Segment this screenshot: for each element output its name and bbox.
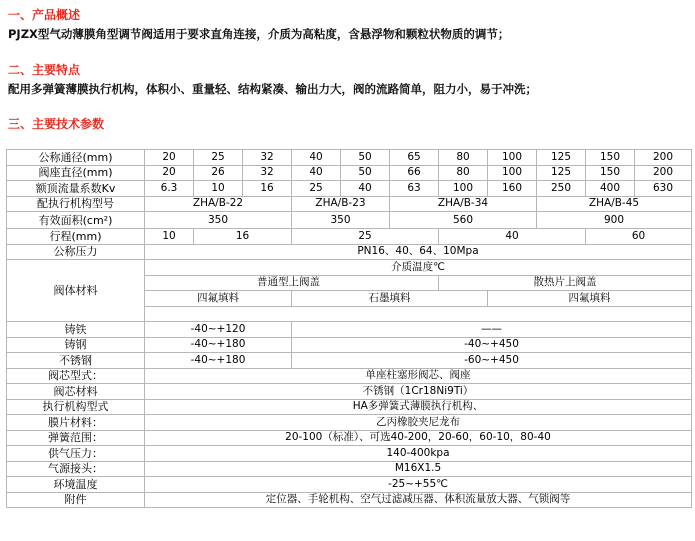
cell: 100: [488, 165, 537, 181]
cell: 200: [635, 150, 692, 166]
features-text: 配用多弹簧薄膜执行机构，体积小、重量轻、结构紧凑、输出力大，阀的流路简单，阻力小，易于冲洗；: [8, 82, 537, 96]
row-kv: [7, 181, 692, 197]
cell: PN16、40、64、10Mpa: [145, 244, 692, 260]
label-nominal-pressure: 公称压力: [7, 244, 145, 260]
cell: 150: [586, 165, 635, 181]
cell: ZHA/B-34: [390, 196, 537, 212]
row-body-material: [7, 260, 692, 276]
cell: 40: [292, 165, 341, 181]
cell: ZHA/B-23: [292, 196, 390, 212]
section-title-overview: 一、产品概述: [8, 8, 81, 22]
label-body-material: 阀体材料: [7, 260, 145, 322]
label-nominal-dn: 公称通径(mm): [7, 150, 145, 166]
cell: 不锈钢（1Cr18Ni9Ti）: [145, 384, 692, 400]
cell: 20-100（标准）、可选40-200，20-60，60-10，80-40: [145, 430, 692, 446]
label-cast-iron: 铸铁: [7, 322, 145, 338]
label-cast-steel: 铸钢: [7, 337, 145, 353]
cell: 100: [439, 181, 488, 197]
cell: 160: [488, 181, 537, 197]
label-accessories: 附件: [7, 492, 145, 508]
cell: 66: [390, 165, 439, 181]
label-seat-dia: 阀座直径(mm): [7, 165, 145, 181]
cell: 16: [243, 181, 292, 197]
row-air-connection: [7, 461, 692, 477]
cell-packing-ptfe-2: 四氟填料: [488, 291, 692, 307]
row-diaphragm: [7, 415, 692, 431]
row-stroke: [7, 229, 692, 245]
cell: ZHA/B-45: [537, 196, 692, 212]
cell: 60: [586, 229, 692, 245]
cell: 150: [586, 150, 635, 166]
cell: 32: [243, 150, 292, 166]
cell: 50: [341, 165, 390, 181]
cell: 40: [439, 229, 586, 245]
cell: 125: [537, 150, 586, 166]
row-nominal-pressure: [7, 244, 692, 260]
cell: 80: [439, 150, 488, 166]
label-diaphragm: 膜片材料：: [7, 415, 145, 431]
cell: 40: [292, 150, 341, 166]
label-spring-range: 弹簧范围：: [7, 430, 145, 446]
label-effective-area: 有效面积(cm²): [7, 212, 145, 229]
cell: 25: [194, 150, 243, 166]
row-seat-dia: [7, 165, 692, 181]
cell: -40~+120: [145, 322, 292, 338]
cell: 65: [390, 150, 439, 166]
cell: 16: [194, 229, 292, 245]
cell: -40~+450: [292, 337, 692, 353]
cell-empty: [145, 306, 692, 322]
label-air-connection: 气源接头：: [7, 461, 145, 477]
cell-bonnet-radiator: 散热片上阀盖: [439, 275, 692, 291]
cell: 630: [635, 181, 692, 197]
row-supply-pressure: [7, 446, 692, 462]
cell: 20: [145, 165, 194, 181]
cell: 定位器、手轮机构、空气过滤减压器、体积流量放大器、气锁阀等: [145, 492, 692, 508]
label-ambient-temp: 环境温度: [7, 477, 145, 493]
row-effective-area: [7, 212, 692, 229]
row-ambient-temp: [7, 477, 692, 493]
cell: -40~+180: [145, 337, 292, 353]
cell: 63: [390, 181, 439, 197]
cell: 25: [292, 229, 439, 245]
cell: 400: [586, 181, 635, 197]
cell: -60~+450: [292, 353, 692, 369]
cell: 140-400kpa: [145, 446, 692, 462]
overview-text: PJZX型气动薄膜角型调节阀适用于要求直角连接，介质为高粘度，含悬浮物和颗粒状物质的调节；: [8, 27, 510, 41]
cell: HA多弹簧式薄膜执行机构、: [145, 399, 692, 415]
cell: 350: [145, 212, 292, 229]
row-cast-steel: [7, 337, 692, 353]
cell: 250: [537, 181, 586, 197]
cell-packing-ptfe: 四氟填料: [145, 291, 292, 307]
row-plug-type: [7, 368, 692, 384]
label-actuator-type: 执行机构型式: [7, 399, 145, 415]
cell: ZHA/B-22: [145, 196, 292, 212]
cell: -40~+180: [145, 353, 292, 369]
label-plug-material: 阀芯材料: [7, 384, 145, 400]
cell: 20: [145, 150, 194, 166]
label-supply-pressure: 供气压力：: [7, 446, 145, 462]
cell-medium-temp: 介质温度℃: [145, 260, 692, 276]
cell-bonnet-normal: 普通型上阀盖: [145, 275, 439, 291]
cell: 560: [390, 212, 537, 229]
cell: ——: [292, 322, 692, 338]
row-actuator-type: [7, 399, 692, 415]
row-stainless: [7, 353, 692, 369]
cell: 单座柱塞形阀芯、阀座: [145, 368, 692, 384]
spec-table: [6, 149, 692, 508]
row-accessories: [7, 492, 692, 508]
cell: -25~+55℃: [145, 477, 692, 493]
label-kv: 额顶流量系数Kv: [7, 181, 145, 197]
cell: 350: [292, 212, 390, 229]
cell: 50: [341, 150, 390, 166]
row-actuator-model: [7, 196, 692, 212]
label-plug-type: 阀芯型式：: [7, 368, 145, 384]
cell: 125: [537, 165, 586, 181]
section-title-params: 三、主要技术参数: [8, 117, 105, 131]
cell-packing-graphite: 石墨填料: [292, 291, 488, 307]
cell: 100: [488, 150, 537, 166]
row-nominal-dn: [7, 150, 692, 166]
cell: 40: [341, 181, 390, 197]
label-stainless: 不锈钢: [7, 353, 145, 369]
label-stroke: 行程(mm): [7, 229, 145, 245]
cell: M16X1.5: [145, 461, 692, 477]
section-title-features: 二、主要特点: [8, 63, 81, 77]
cell: 900: [537, 212, 692, 229]
cell: 10: [194, 181, 243, 197]
cell: 6.3: [145, 181, 194, 197]
row-cast-iron: [7, 322, 692, 338]
cell: 80: [439, 165, 488, 181]
cell: 10: [145, 229, 194, 245]
cell: 32: [243, 165, 292, 181]
cell: 25: [292, 181, 341, 197]
row-plug-material: [7, 384, 692, 400]
cell: 200: [635, 165, 692, 181]
cell: 乙丙橡胶夹尼龙布: [145, 415, 692, 431]
label-actuator-model: 配执行机构型号: [7, 196, 145, 212]
cell: 26: [194, 165, 243, 181]
row-spring-range: [7, 430, 692, 446]
